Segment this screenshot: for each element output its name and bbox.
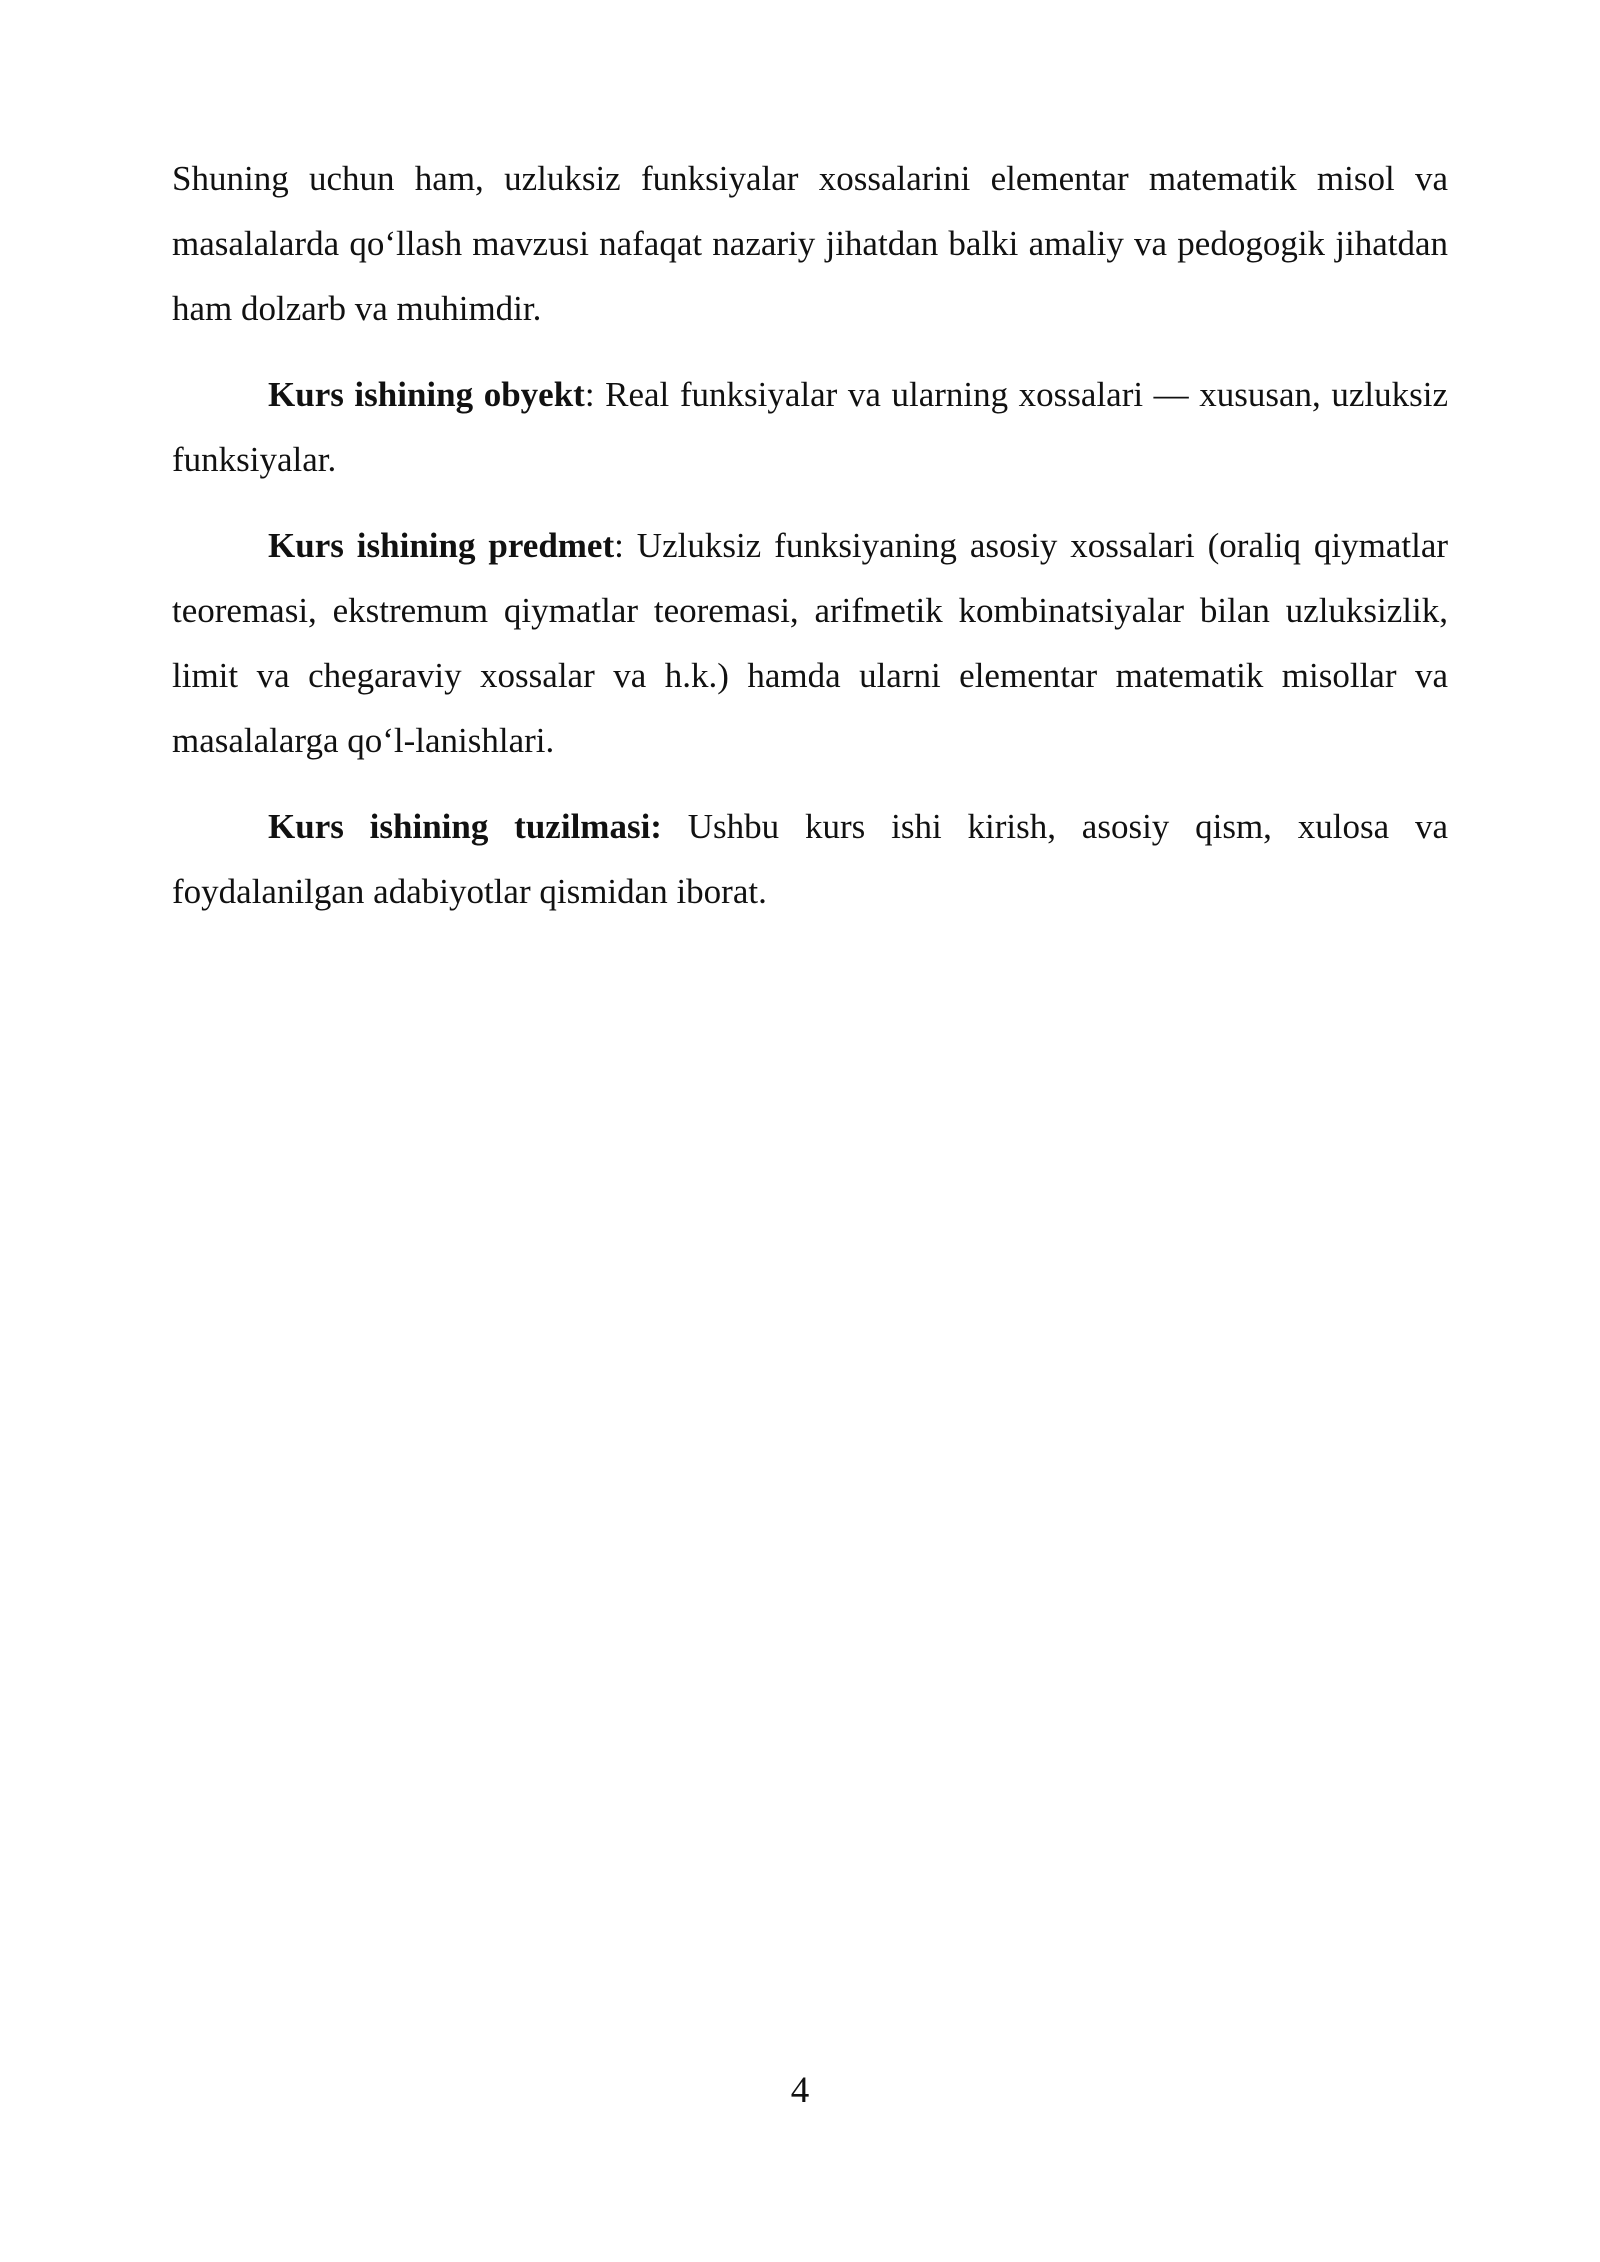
object-label: Kurs ishining obyekt — [268, 375, 585, 414]
object-text: : Real funksiyalar va ularning xossalari — xususan, uzluksiz funksiyalar. — [172, 375, 1448, 479]
structure-label: Kurs ishining tuzilmasi: — [268, 807, 662, 846]
intro-text: Shuning uchun ham, uzluksiz funksiyalar xossalarini elementar matematik misol va masalalarda qo‘llash mavzusi nafaqat nazariy jihatdan balki amaliy va pedogogik jihatdan ham dolzarb va muhimdir. — [172, 159, 1448, 328]
subject-paragraph — [172, 513, 1448, 773]
subject-label: Kurs ishining predmet — [268, 526, 615, 565]
structure-paragraph — [172, 794, 1448, 924]
page-number: 4 — [790, 2070, 810, 2111]
intro-paragraph — [172, 146, 1448, 341]
structure-text: Ushbu kurs ishi kirish, asosiy qism, xulosa va foydalanilgan adabiyotlar qismidan iborat. — [172, 807, 1449, 911]
body-text — [172, 146, 1448, 945]
object-paragraph — [172, 362, 1448, 492]
subject-text: : Uzluksiz funksiyaning asosiy xossalari (oraliq qiymatlar teoremasi, ekstremum qiymatlar teoremasi, arifmetik kombinatsiyalar bilan uzluksizlik, limit va chegaraviy xossalar va h.k.) hamda ularni elementar matematik misollar va masalalarga qo‘l-lanishlari. — [172, 526, 1449, 760]
